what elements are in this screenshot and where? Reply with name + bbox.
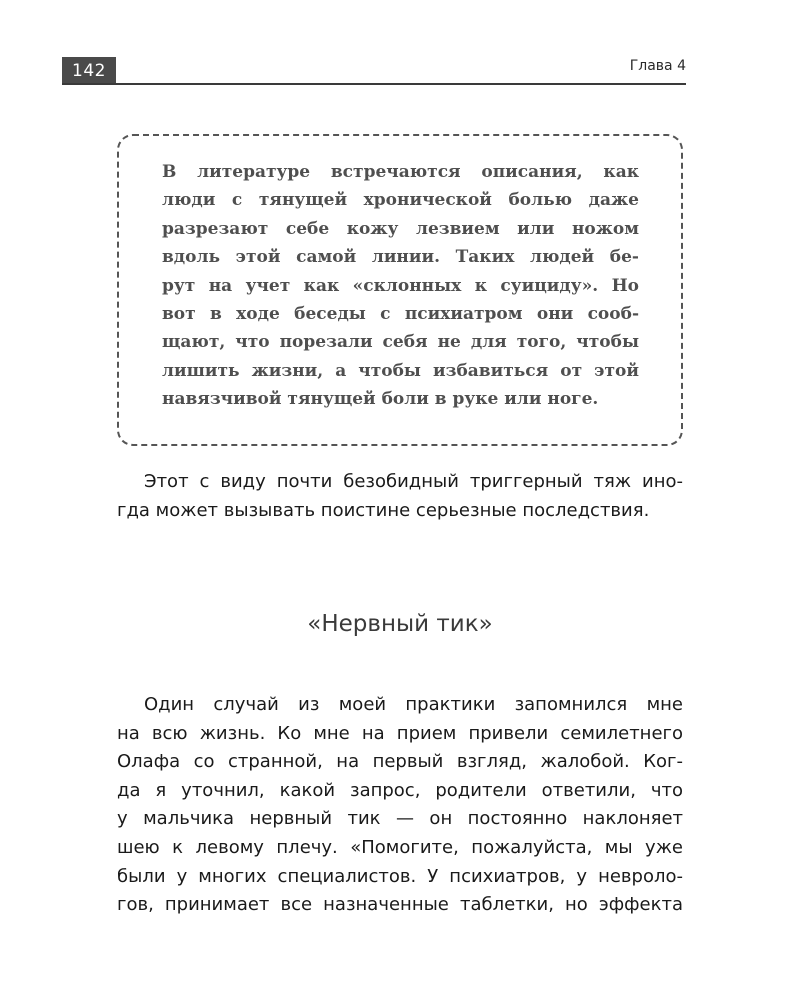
paragraph-line: Один случай из моей практики запомнился мне	[144, 694, 683, 715]
callout-line: В литературе встречаются описания, как	[162, 162, 639, 182]
chapter-label: Глава 4	[629, 58, 686, 74]
callout-line: вот в ходе беседы с психиатром они сооб-	[162, 304, 639, 325]
paragraph-line: гда может вызывать поистине серьезные последствия.	[117, 499, 650, 521]
page-header	[62, 57, 686, 84]
paragraph-line: были у многих специалистов. У психиатров, у невроло-	[117, 865, 683, 887]
paragraph-line: на всю жизнь. Ко мне на прием привели семилетнего	[117, 722, 683, 744]
callout-line: навязчивой тянущей боли в руке или ноге.	[162, 389, 599, 410]
header-divider	[62, 83, 686, 85]
section-title: «Нервный тик»	[307, 611, 493, 637]
callout-line: лишить жизни, а чтобы избавиться от этой	[162, 360, 639, 381]
paragraph-line: Этот с виду почти безобидный триггерный тяж ино-	[144, 471, 683, 492]
callout-line: рут на учет как «склонных к суициду». Но	[162, 275, 639, 296]
body-paragraph	[117, 691, 683, 920]
callout-line: щают, что порезали себя не для того, чтобы	[162, 332, 639, 353]
paragraph-line: у мальчика нервный тик — он постоянно наклоняет	[117, 808, 683, 830]
body-paragraph	[117, 468, 683, 525]
paragraph-line: да я уточнил, какой запрос, родители ответили, что	[117, 779, 683, 801]
paragraph-line: Олафа со странной, на первый взгляд, жалобой. Ког-	[117, 751, 683, 773]
callout-text	[162, 158, 639, 414]
callout-line: люди с тянущей хронической болью даже	[162, 190, 639, 211]
paragraph-line: шею к левому плечу. «Помогите, пожалуйста, мы уже	[117, 836, 683, 858]
callout-line: разрезают себе кожу лезвием или ножом	[162, 218, 639, 239]
callout-line: вдоль этой самой линии. Таких людей бе-	[162, 247, 639, 268]
paragraph-line: гов, принимает все назначенные таблетки, но эффекта	[117, 894, 683, 916]
page-number-badge: 142	[62, 57, 116, 85]
